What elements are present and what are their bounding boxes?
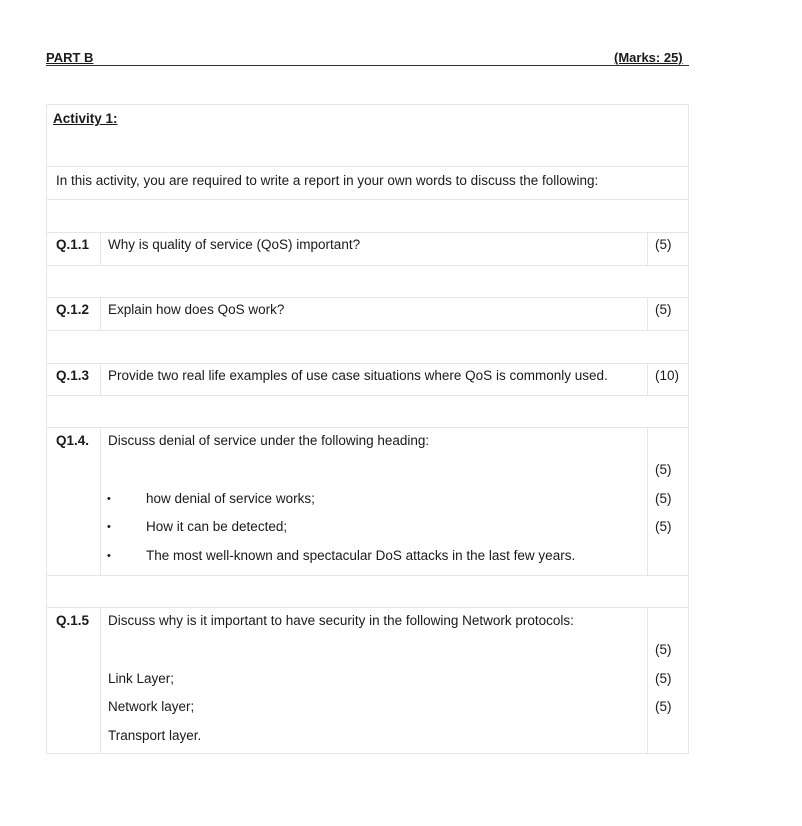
list-item: Network layer; (108, 699, 195, 714)
col-divider (100, 427, 101, 575)
row-divider (47, 330, 688, 331)
row-divider (47, 607, 688, 608)
row-divider (47, 575, 688, 576)
activity-intro: In this activity, you are required to write a report in your own words to discuss the following: (56, 173, 599, 188)
question-text: Provide two real life examples of use case situations where QoS is commonly used. (108, 368, 608, 383)
question-marks: (5) (655, 519, 672, 534)
row-divider (47, 232, 688, 233)
list-item: Transport layer. (108, 728, 202, 743)
col-divider (647, 363, 648, 395)
list-item: The most well-known and spectacular DoS attacks in the last few years. (146, 548, 576, 563)
bullet-icon: • (107, 550, 111, 562)
question-text: Why is quality of service (QoS) important? (108, 237, 361, 252)
question-number: Q.1.5 (56, 613, 90, 628)
activity-table (46, 104, 689, 754)
question-text: Discuss why is it important to have security in the following Network protocols: (108, 613, 574, 628)
question-marks: (10) (655, 368, 680, 383)
col-divider (100, 607, 101, 753)
col-divider (647, 232, 648, 265)
question-number: Q.1.2 (56, 302, 90, 317)
question-number: Q.1.3 (56, 368, 90, 383)
question-marks: (5) (655, 671, 672, 686)
row-divider (47, 427, 688, 428)
col-divider (647, 607, 648, 753)
col-divider (100, 232, 101, 265)
col-divider (100, 363, 101, 395)
question-marks: (5) (655, 462, 672, 477)
row-divider (47, 199, 688, 200)
question-marks: (5) (655, 302, 672, 317)
question-text: Explain how does QoS work? (108, 302, 285, 317)
row-divider (47, 363, 688, 364)
list-item: How it can be detected; (146, 519, 288, 534)
part-heading: PART B (46, 50, 94, 65)
row-divider (47, 166, 688, 167)
row-divider (47, 297, 688, 298)
marks-heading: (Marks: 25) (614, 50, 683, 65)
question-marks: (5) (655, 699, 672, 714)
bullet-icon: • (107, 493, 111, 505)
question-text: Discuss denial of service under the following heading: (108, 433, 430, 448)
question-marks: (5) (655, 491, 672, 506)
question-number: Q.1.1 (56, 237, 90, 252)
header-divider (46, 65, 689, 66)
question-number: Q1.4. (56, 433, 90, 448)
col-divider (647, 297, 648, 330)
bullet-icon: • (107, 521, 111, 533)
activity-title: Activity 1: (53, 111, 118, 126)
col-divider (100, 297, 101, 330)
col-divider (647, 427, 648, 575)
question-marks: (5) (655, 237, 672, 252)
row-divider (47, 395, 688, 396)
list-item: Link Layer; (108, 671, 175, 686)
question-marks: (5) (655, 642, 672, 657)
list-item: how denial of service works; (146, 491, 315, 506)
row-divider (47, 265, 688, 266)
